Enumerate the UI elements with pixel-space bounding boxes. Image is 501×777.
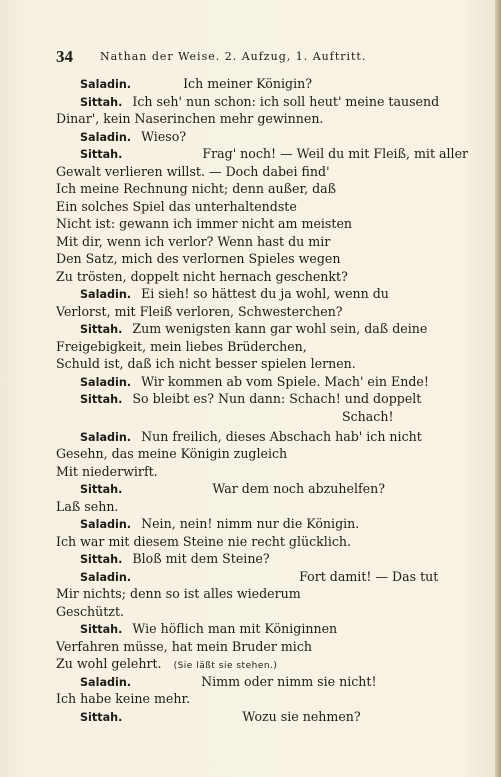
line-text: Wir kommen ab vom Spiele. Mach' ein Ende!: [141, 374, 429, 389]
speaker: Sittah.: [80, 148, 123, 161]
speaker: Sittah.: [80, 96, 123, 109]
line-text: Mit dir, wenn ich verlor? Wenn hast du mir: [56, 234, 331, 249]
line-text: War dem noch abzuhelfen?: [212, 481, 385, 496]
line-text: Ein solches Spiel das unterhaltendste: [56, 199, 297, 214]
line-text: Ich habe keine mehr.: [56, 691, 191, 706]
line-text: Wieso?: [141, 129, 187, 144]
text-line: [56, 181, 336, 197]
text-line: [80, 286, 389, 302]
line-text: So bleibt es? Nun dann: Schach! und doppelt: [132, 391, 422, 406]
speaker: Sittah.: [80, 483, 123, 496]
text-line: [56, 464, 158, 480]
line-text: Ich seh' nun schon: ich soll heut' meine tausend: [132, 94, 440, 109]
text-line: [56, 234, 330, 250]
line-text: Wie höflich man mit Königinnen: [132, 621, 338, 636]
speaker: Sittah.: [80, 623, 123, 636]
text-line: [80, 674, 377, 690]
line-text: Fort damit! — Das tut: [299, 569, 439, 584]
speaker: Sittah.: [80, 393, 123, 406]
text-line: [80, 429, 422, 445]
text-line: [80, 391, 421, 407]
line-text: Dinar', kein Naserinchen mehr gewinnen.: [56, 111, 324, 126]
line-text: Nun freilich, dieses Abschach hab' ich nicht: [141, 429, 422, 444]
line-text: Nimm oder nimm sie nicht!: [201, 674, 377, 689]
line-text: Nein, nein! nimm nur die Königin.: [141, 516, 360, 531]
text-line: [56, 656, 277, 672]
text-line: [56, 339, 307, 355]
speaker: Sittah.: [80, 323, 123, 336]
text-line: [56, 499, 118, 515]
text-line: [80, 481, 385, 497]
text-line: [56, 691, 190, 707]
speaker: Saladin.: [80, 131, 132, 144]
speaker: Saladin.: [80, 288, 132, 301]
text-line: [56, 199, 297, 215]
text-line: [56, 251, 341, 267]
line-text: Ich meine Rechnung nicht; denn außer, daß: [56, 181, 337, 196]
text-line: [56, 164, 330, 180]
line-text: Ich meiner Königin?: [183, 76, 312, 91]
text-line: [56, 304, 343, 320]
text-line: [80, 374, 429, 390]
speaker: Saladin.: [80, 376, 132, 389]
line-text: Ei sieh! so hättest du ja wohl, wenn du: [141, 286, 389, 301]
line-text: Verlorst, mit Fleiß verloren, Schwesterchen?: [56, 304, 343, 319]
text-line: [56, 534, 351, 550]
text-line: [80, 621, 337, 637]
text-line: [80, 321, 427, 337]
page-header: [56, 47, 456, 65]
line-text: Mit niederwirft.: [56, 464, 158, 479]
text-line: [342, 409, 394, 425]
line-text: Ich war mit diesem Steine nie recht glücklich.: [56, 534, 352, 549]
page-edge: [495, 0, 501, 777]
text-line: [80, 551, 270, 567]
speaker: Saladin.: [80, 676, 132, 689]
line-text: Schach!: [342, 409, 394, 424]
speaker: Saladin.: [80, 571, 132, 584]
text-line: [80, 94, 439, 110]
speaker: Sittah.: [80, 711, 123, 724]
line-text: Bloß mit dem Steine?: [132, 551, 270, 566]
line-text: Zu wohl gelehrt.: [56, 656, 162, 671]
speaker: Saladin.: [80, 78, 132, 91]
speaker: Saladin.: [80, 518, 132, 531]
text-line: [80, 516, 359, 532]
line-text: Mir nichts; denn so ist alles wiederum: [56, 586, 301, 601]
line-text: Verfahren müsse, hat mein Bruder mich: [56, 639, 312, 654]
text-line: [56, 639, 312, 655]
line-text: Gesehn, das meine Königin zugleich: [56, 446, 288, 461]
text-line: [80, 569, 438, 585]
text-line: [80, 709, 361, 725]
page-number: 34: [56, 47, 73, 66]
line-text: Zum wenigsten kann gar wohl sein, daß deine: [132, 321, 428, 336]
text-line: [56, 111, 323, 127]
line-text: Nicht ist: gewann ich immer nicht am meisten: [56, 216, 353, 231]
line-text: Frag' noch! — Weil du mit Fleiß, mit aller: [202, 146, 469, 161]
line-text: Wozu sie nehmen?: [242, 709, 361, 724]
line-text: Zu trösten, doppelt nicht hernach geschenkt?: [56, 269, 348, 284]
line-text: Geschützt.: [56, 604, 125, 619]
speaker: Sittah.: [80, 553, 123, 566]
stage-direction: (Sie läßt sie stehen.): [173, 661, 278, 671]
line-text: Den Satz, mich des verlornen Spieles wegen: [56, 251, 341, 266]
text-line: [80, 146, 468, 162]
line-text: Laß sehn.: [56, 499, 119, 514]
line-text: Gewalt verlieren willst. — Doch dabei find': [56, 164, 330, 179]
text-line: [80, 129, 186, 145]
speaker: Saladin.: [80, 431, 132, 444]
text-line: [80, 76, 312, 92]
text-line: [56, 356, 356, 372]
running-head: Nathan der Weise. 2. Aufzug, 1. Auftritt.: [100, 50, 367, 63]
line-text: Freigebigkeit, mein liebes Brüderchen,: [56, 339, 307, 354]
text-line: [56, 604, 124, 620]
line-text: Schuld ist, daß ich nicht besser spielen lernen.: [56, 356, 356, 371]
text-line: [56, 269, 348, 285]
text-line: [56, 216, 352, 232]
text-line: [56, 446, 287, 462]
text-line: [56, 586, 301, 602]
